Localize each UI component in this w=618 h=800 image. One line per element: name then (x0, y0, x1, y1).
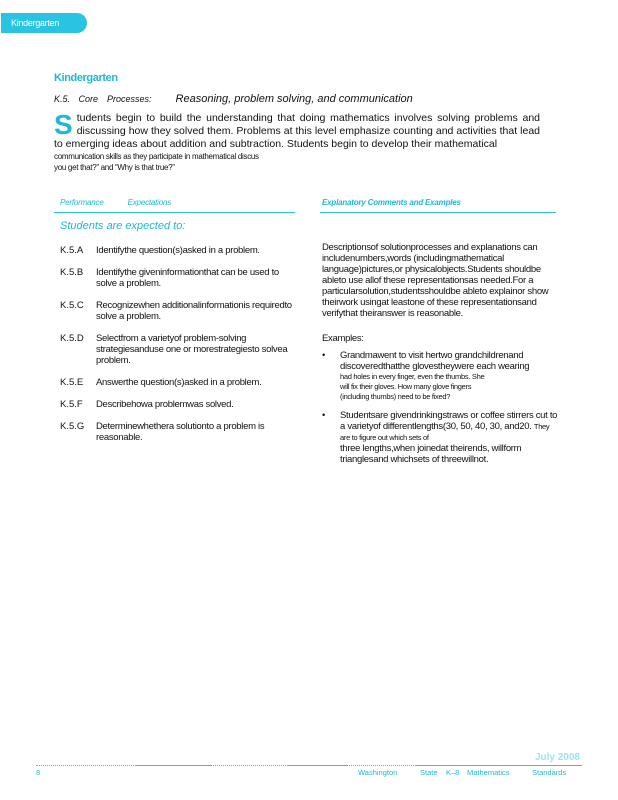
intro-paragraph (54, 109, 540, 173)
expectation-text: Answerthe question(s)asked in a problem. (96, 377, 262, 388)
example-1-text: Grandmawent to visit hertwo grandchildrenand discoveredthatthe glovestheywere each wearing (340, 350, 530, 372)
expectation-item (60, 245, 300, 256)
page-number: 8 (36, 768, 41, 777)
expectation-text: Describehowa problemwas solved. (96, 399, 234, 410)
standard-processes-label: Processes: (107, 94, 152, 104)
expectation-code: K.5.F (60, 399, 83, 410)
example-1-small-3: (including thumbs) need to be fixed? (340, 392, 451, 401)
standard-line (54, 93, 413, 105)
page-heading: Kindergarten (54, 72, 118, 84)
expectation-text: Identifythe giveninformationthat can be used to solve a problem. (96, 267, 279, 289)
footer-rule (36, 765, 582, 766)
expectation-code: K.5.A (60, 245, 84, 256)
example-item (322, 350, 560, 402)
footer-date: July 2008 (534, 752, 580, 763)
expectation-item (60, 377, 300, 388)
footer-rule-segment (136, 765, 212, 766)
expectation-code: K.5.C (60, 300, 84, 311)
column-header-explanatory: Explanatory Comments and Examples (322, 198, 461, 207)
left-column-rule (54, 212, 295, 213)
footer-rule-segment (416, 765, 582, 766)
expected-header: Students are expected to: (60, 220, 186, 232)
expectation-text: Determinewhethera solutionto a problem is reasonable. (96, 421, 265, 443)
intro-line-2: communication skills as they participate in mathematical discus (54, 152, 259, 161)
examples-list (322, 350, 560, 465)
expectation-text: Recognizewhen additionalinformationis requiredto solve a problem. (96, 300, 292, 322)
performance-label: Performance (60, 198, 104, 207)
footer-standards: Standards (532, 768, 567, 777)
standard-code: K.5. (54, 94, 71, 104)
explanatory-paragraph: Descriptionsof solutionprocesses and explanations can includenumbers,words (includingmathematical language)pictures,or physicalobjects.Students shouldbe ableto use allof these representationsas needed.For a particularsolution,studentsshouldbe ableto explainor show theirwork usingat leastone of these representationsand verifythat theiranswer is reasonable. (322, 242, 549, 319)
expectation-text: Selectfrom a varietyof problem-solving strategiesanduse one or morestrategiesto solvea problem. (96, 333, 288, 366)
right-column-rule (320, 212, 556, 213)
footer-washington: Washington (358, 768, 398, 777)
footer-rule-segment (288, 765, 348, 766)
example-item (322, 410, 560, 465)
intro-text: tudents begin to build the understanding that doing mathematics involves solving problems and discussing how they solved them. Problems at this level emphasize counting and activities that lead to emerging ideas about addition and subtraction. Students begin to develop their mathematical (54, 112, 540, 150)
footer-grade: K–8 (446, 768, 460, 777)
example-1-small-1: had holes in every finger, even the thumbs. She (340, 372, 485, 381)
standard-title: Reasoning, problem solving, and communication (175, 93, 413, 105)
expectation-code: K.5.D (60, 333, 84, 344)
expectation-item (60, 333, 300, 366)
example-2-small: They are to figure out which sets of (340, 422, 550, 442)
column-header-performance (60, 198, 171, 207)
expectations-list (60, 245, 300, 454)
examples-label: Examples: (322, 333, 364, 344)
explanatory-column (322, 242, 560, 473)
expectation-code: K.5.E (60, 377, 84, 388)
expectations-label: Expectations (127, 198, 172, 207)
grade-tab: Kindergarten (1, 13, 87, 33)
intro-line-3: you get that?” and “Why is that true?” (54, 163, 175, 172)
expectation-item (60, 267, 300, 289)
example-2-end: three lengths,when joinedat theirends, willform trianglesand whichsets of threewillnot. (340, 443, 522, 465)
drop-cap: S (54, 109, 73, 140)
example-2-text: Studentsare givendrinkingstraws or coffee stirrers cut to a varietyof differentlengths(30, 50, 40, 30, and20. (340, 410, 558, 432)
expectation-code: K.5.G (60, 421, 85, 432)
footer-state: State (420, 768, 438, 777)
expectation-item (60, 399, 300, 410)
example-1-small-2: will fix their gloves. How many glove fingers (340, 382, 472, 391)
footer-mathematics: Mathematics (467, 768, 510, 777)
expectation-item (60, 421, 300, 443)
standard-core-label: Core (78, 94, 99, 104)
expectation-item (60, 300, 300, 322)
expectation-code: K.5.B (60, 267, 84, 278)
expectation-text: Identifythe question(s)asked in a problem. (96, 245, 260, 256)
